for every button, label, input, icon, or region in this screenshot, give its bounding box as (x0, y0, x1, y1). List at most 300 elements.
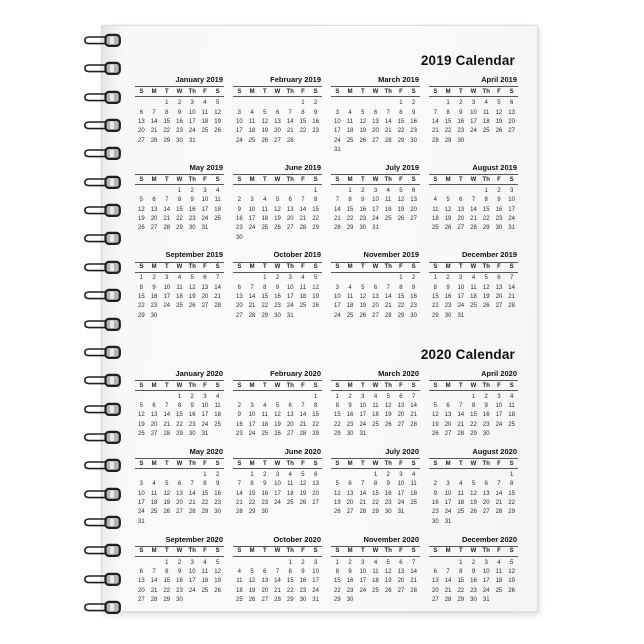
day-cell: 16 (176, 578, 183, 585)
weekday-label: F (399, 88, 403, 95)
day-cell: 7 (411, 559, 416, 566)
day-cell: 12 (274, 412, 281, 419)
day-cell: 20 (495, 294, 503, 301)
day-cell: 9 (361, 197, 365, 204)
day-cell: 26 (188, 303, 196, 310)
day-cell: 26 (444, 225, 452, 232)
day-cell: 14 (334, 206, 341, 213)
day-cell: 16 (236, 215, 243, 222)
weekday-label: F (399, 382, 403, 389)
day-cell: 23 (312, 128, 319, 135)
month-block (331, 536, 420, 605)
day-cell: 20 (397, 412, 405, 419)
weekday-label: M (151, 460, 157, 467)
day-cell: 29 (334, 431, 341, 438)
day-cell: 24 (457, 303, 465, 310)
weekday-label: W (176, 176, 183, 183)
day-cell: 4 (301, 275, 305, 282)
day-cell: 28 (299, 225, 307, 232)
weekday-label: S (313, 88, 318, 95)
day-cell: 24 (201, 421, 209, 428)
day-cell: 27 (397, 587, 405, 594)
day-cell: 27 (432, 597, 439, 604)
weekday-label: S (215, 264, 220, 271)
day-cell: 9 (446, 284, 450, 291)
day-cell: 18 (432, 215, 439, 222)
day-cell: 4 (484, 100, 488, 107)
day-cell: 6 (139, 568, 144, 575)
dates-grid (429, 470, 518, 526)
day-cell: 8 (165, 109, 169, 116)
day-cell: 11 (483, 109, 490, 116)
day-cell: 25 (346, 312, 354, 319)
weekday-label: F (497, 88, 501, 95)
day-cell: 8 (348, 197, 352, 204)
day-cell: 13 (372, 294, 379, 301)
day-cell: 12 (188, 284, 196, 291)
day-cell: 10 (286, 284, 294, 291)
weekday-label: F (301, 88, 305, 95)
day-cell: 15 (176, 412, 183, 419)
weekday-label: W (274, 548, 281, 555)
dates-grid (135, 274, 224, 321)
month-block (233, 536, 322, 605)
weekday-label: W (176, 460, 183, 467)
day-cell: 5 (484, 275, 488, 282)
weekday-header-row (135, 86, 224, 97)
weekday-header-row (233, 174, 322, 185)
month-name: January 2019 (175, 75, 223, 85)
day-cell: 10 (163, 284, 171, 291)
day-cell: 12 (138, 206, 145, 213)
day-cell: 3 (288, 275, 292, 282)
day-cell: 2 (471, 559, 476, 566)
day-cell: 11 (236, 578, 243, 585)
day-cell: 5 (399, 187, 403, 194)
day-cell: 26 (470, 509, 477, 516)
day-cell: 4 (348, 284, 352, 291)
day-cell: 23 (444, 303, 452, 310)
weekday-label: F (399, 460, 403, 467)
day-cell: 23 (274, 303, 281, 310)
day-cell: 16 (346, 412, 354, 419)
day-cell: 30 (274, 312, 281, 319)
day-cell: 30 (470, 597, 477, 604)
day-cell: 7 (433, 109, 438, 116)
binding-coil-icon (82, 260, 123, 275)
day-cell: 4 (203, 559, 207, 566)
day-cell: 6 (399, 559, 403, 566)
weekday-label: W (274, 176, 281, 183)
weekday-label: M (151, 88, 157, 95)
day-cell: 31 (359, 431, 367, 438)
day-cell: 3 (459, 275, 463, 282)
day-cell: 19 (188, 294, 196, 301)
day-cell: 24 (188, 128, 196, 135)
day-cell: 30 (176, 137, 183, 144)
day-cell: 29 (163, 597, 171, 604)
day-cell: 8 (335, 403, 340, 410)
day-cell: 30 (150, 312, 158, 319)
day-cell: 6 (348, 481, 352, 488)
weekday-label: M (445, 460, 451, 467)
day-cell: 3 (471, 100, 476, 107)
dates-grid (331, 392, 420, 439)
day-cell: 9 (190, 197, 194, 204)
day-cell: 11 (248, 118, 256, 125)
weekday-label: Th (286, 88, 294, 95)
day-cell: 22 (334, 421, 341, 428)
month-block (233, 370, 322, 439)
day-cell: 14 (457, 412, 465, 419)
day-cell: 1 (139, 275, 144, 282)
day-cell: 1 (335, 393, 340, 400)
day-cell: 18 (286, 490, 294, 497)
day-cell: 6 (433, 568, 438, 575)
day-cell: 28 (236, 509, 243, 516)
day-cell: 2 (411, 275, 416, 282)
day-cell: 4 (203, 100, 207, 107)
day-cell: 1 (288, 559, 292, 566)
day-cell: 6 (275, 109, 280, 116)
day-cell: 10 (359, 403, 367, 410)
day-cell: 4 (250, 109, 254, 116)
day-cell: 20 (457, 215, 465, 222)
day-cell: 17 (248, 421, 256, 428)
day-cell: 8 (313, 197, 318, 204)
day-cell: 7 (386, 109, 390, 116)
day-cell: 8 (446, 109, 450, 116)
month-block (429, 448, 518, 527)
weekday-header-row (135, 380, 224, 391)
day-cell: 21 (359, 500, 367, 507)
day-cell: 19 (312, 294, 319, 301)
day-cell: 5 (313, 275, 318, 282)
month-block (135, 448, 224, 527)
day-cell: 27 (508, 128, 515, 135)
month-name: June 2020 (284, 446, 321, 456)
day-cell: 11 (508, 403, 515, 410)
day-cell: 2 (484, 393, 488, 400)
day-cell: 21 (410, 578, 417, 585)
day-cell: 18 (372, 412, 379, 419)
weekday-label: S (509, 88, 514, 95)
day-cell: 10 (359, 568, 367, 575)
month-name: August 2020 (472, 446, 517, 456)
day-cell: 20 (138, 587, 145, 594)
day-cell: 19 (299, 490, 307, 497)
notebook-page (101, 25, 538, 612)
binding-coil-icon (82, 175, 123, 190)
day-cell: 15 (397, 118, 405, 125)
month-name: September 2020 (165, 534, 223, 544)
day-cell: 9 (348, 403, 352, 410)
day-cell: 27 (457, 225, 465, 232)
weekday-label: S (237, 264, 242, 271)
day-cell: 1 (313, 187, 318, 194)
day-cell: 22 (201, 500, 209, 507)
binding-coil-icon (82, 487, 123, 502)
day-cell: 11 (261, 412, 268, 419)
month-block (429, 370, 518, 439)
day-cell: 30 (299, 597, 307, 604)
weekday-label: M (347, 264, 353, 271)
day-cell: 24 (286, 303, 294, 310)
day-cell: 12 (274, 206, 281, 213)
day-cell: 31 (188, 137, 196, 144)
calendar-section (135, 53, 518, 321)
month-block (233, 251, 322, 320)
day-cell: 1 (399, 275, 403, 282)
day-cell: 27 (397, 421, 405, 428)
day-cell: 13 (286, 412, 294, 419)
weekday-label: S (411, 176, 416, 183)
day-cell: 29 (397, 312, 405, 319)
day-cell: 14 (188, 490, 196, 497)
day-cell: 16 (274, 294, 281, 301)
weekday-label: T (458, 460, 463, 467)
weekday-label: M (347, 176, 353, 183)
day-cell: 10 (457, 284, 465, 291)
day-cell: 31 (508, 225, 515, 232)
day-cell: 15 (312, 412, 319, 419)
day-cell: 16 (495, 206, 503, 213)
day-cell: 14 (444, 578, 452, 585)
day-cell: 16 (444, 294, 452, 301)
day-cell: 25 (214, 421, 221, 428)
day-cell: 24 (274, 500, 281, 507)
day-cell: 19 (138, 215, 145, 222)
weekday-label: M (249, 382, 255, 389)
day-cell: 29 (482, 225, 490, 232)
day-cell: 4 (215, 393, 220, 400)
day-cell: 22 (372, 500, 379, 507)
day-cell: 29 (176, 431, 183, 438)
day-cell: 19 (482, 294, 490, 301)
day-cell: 18 (261, 215, 269, 222)
weekday-label: S (139, 264, 144, 271)
binding-coil-icon (82, 572, 123, 587)
day-cell: 16 (188, 206, 196, 213)
day-cell: 18 (201, 578, 209, 585)
day-cell: 13 (482, 490, 490, 497)
day-cell: 24 (359, 421, 367, 428)
day-cell: 16 (188, 412, 196, 419)
day-cell: 10 (334, 118, 341, 125)
day-cell: 7 (288, 109, 292, 116)
day-cell: 25 (432, 225, 439, 232)
weekday-header-row (331, 86, 420, 97)
day-cell: 18 (236, 587, 243, 594)
day-cell: 15 (334, 578, 341, 585)
day-cell: 9 (177, 109, 182, 116)
day-cell: 21 (384, 303, 392, 310)
day-cell: 24 (495, 421, 503, 428)
day-cell: 19 (495, 118, 503, 125)
day-cell: 17 (138, 500, 145, 507)
day-cell: 1 (509, 471, 514, 478)
day-cell: 2 (177, 559, 182, 566)
day-cell: 2 (348, 393, 352, 400)
weekday-label: M (445, 88, 451, 95)
day-cell: 22 (176, 215, 183, 222)
day-cell: 2 (411, 100, 416, 107)
day-cell: 11 (457, 490, 464, 497)
weekday-label: W (176, 88, 183, 95)
day-cell: 27 (261, 597, 269, 604)
weekday-label: T (262, 460, 267, 467)
day-cell: 21 (457, 421, 465, 428)
day-cell: 5 (301, 471, 305, 478)
day-cell: 28 (248, 312, 256, 319)
weekday-header-row (135, 458, 224, 469)
day-cell: 30 (176, 597, 183, 604)
day-cell: 9 (313, 109, 318, 116)
day-cell: 26 (214, 587, 221, 594)
day-cell: 31 (312, 597, 319, 604)
day-cell: 8 (471, 403, 476, 410)
weekday-label: M (249, 264, 255, 271)
weekday-label: M (347, 548, 353, 555)
day-cell: 27 (236, 312, 243, 319)
day-cell: 31 (457, 312, 465, 319)
day-cell: 23 (384, 500, 392, 507)
day-cell: 18 (410, 490, 417, 497)
month-block (429, 536, 518, 605)
day-cell: 6 (373, 284, 378, 291)
day-cell: 16 (150, 294, 158, 301)
day-cell: 7 (152, 109, 156, 116)
day-cell: 16 (261, 490, 269, 497)
day-cell: 17 (201, 412, 209, 419)
month-block (331, 164, 420, 233)
day-cell: 30 (410, 312, 417, 319)
weekday-header-row (429, 546, 518, 557)
day-cell: 24 (163, 303, 171, 310)
day-cell: 14 (508, 284, 515, 291)
dates-grid (135, 558, 224, 605)
weekday-label: F (203, 382, 207, 389)
day-cell: 28 (150, 597, 158, 604)
day-cell: 12 (384, 403, 392, 410)
day-cell: 25 (261, 431, 269, 438)
day-cell: 25 (286, 500, 294, 507)
day-cell: 12 (261, 118, 269, 125)
day-cell: 13 (138, 118, 145, 125)
day-cell: 23 (236, 225, 243, 232)
weekday-label: Th (188, 176, 196, 183)
weekday-label: Th (482, 88, 490, 95)
weekday-label: M (151, 548, 157, 555)
day-cell: 5 (509, 559, 514, 566)
day-cell: 2 (301, 559, 305, 566)
day-cell: 27 (482, 509, 490, 516)
day-cell: 28 (334, 225, 341, 232)
day-cell: 12 (384, 568, 392, 575)
binding-coil-icon (82, 373, 123, 388)
day-cell: 20 (312, 490, 319, 497)
month-block (233, 76, 322, 145)
weekday-header-row (331, 262, 420, 273)
day-cell: 8 (263, 284, 267, 291)
day-cell: 18 (470, 294, 477, 301)
day-cell: 9 (152, 284, 156, 291)
weekday-label: F (497, 548, 501, 555)
day-cell: 30 (346, 597, 354, 604)
dates-grid (331, 558, 420, 605)
weekday-label: W (176, 264, 183, 271)
day-cell: 29 (312, 431, 319, 438)
day-cell: 4 (373, 393, 378, 400)
day-cell: 25 (372, 587, 379, 594)
day-cell: 23 (482, 421, 490, 428)
day-cell: 24 (372, 215, 379, 222)
day-cell: 22 (432, 303, 439, 310)
weekday-label: F (203, 88, 207, 95)
day-cell: 10 (372, 197, 379, 204)
day-cell: 26 (138, 431, 145, 438)
month-block (135, 536, 224, 605)
day-cell: 10 (508, 197, 515, 204)
day-cell: 8 (399, 284, 403, 291)
weekday-label: M (445, 264, 451, 271)
day-cell: 11 (214, 197, 221, 204)
day-cell: 2 (386, 471, 390, 478)
day-cell: 2 (446, 275, 450, 282)
weekday-header-row (331, 174, 420, 185)
day-cell: 10 (397, 481, 405, 488)
months-grid (135, 76, 518, 320)
day-cell: 2 (313, 100, 318, 107)
day-cell: 19 (470, 500, 477, 507)
day-cell: 23 (410, 128, 417, 135)
weekday-label: W (470, 548, 477, 555)
day-cell: 1 (165, 100, 169, 107)
dates-grid (429, 274, 518, 321)
day-cell: 11 (150, 490, 158, 497)
day-cell: 26 (261, 137, 269, 144)
weekday-header-row (135, 262, 224, 273)
weekday-label: S (313, 176, 318, 183)
weekday-label: W (372, 382, 379, 389)
binding-coil-icon (82, 458, 123, 473)
day-cell: 9 (301, 568, 305, 575)
day-cell: 17 (372, 206, 379, 213)
day-cell: 1 (177, 187, 182, 194)
day-cell: 9 (471, 568, 476, 575)
dates-grid (135, 98, 224, 145)
day-cell: 3 (335, 284, 340, 291)
weekday-label: F (301, 548, 305, 555)
day-cell: 27 (372, 312, 379, 319)
day-cell: 7 (152, 568, 156, 575)
day-cell: 17 (470, 118, 477, 125)
weekday-label: Th (482, 548, 490, 555)
weekday-label: M (249, 176, 255, 183)
day-cell: 13 (432, 578, 439, 585)
day-cell: 28 (274, 597, 281, 604)
dates-grid (331, 186, 420, 233)
day-cell: 20 (397, 578, 405, 585)
day-cell: 29 (163, 137, 171, 144)
day-cell: 24 (248, 225, 256, 232)
weekday-label: W (470, 382, 477, 389)
day-cell: 15 (346, 206, 354, 213)
weekday-header-row (233, 546, 322, 557)
day-cell: 26 (312, 303, 319, 310)
month-block (135, 76, 224, 145)
day-cell: 21 (236, 500, 243, 507)
